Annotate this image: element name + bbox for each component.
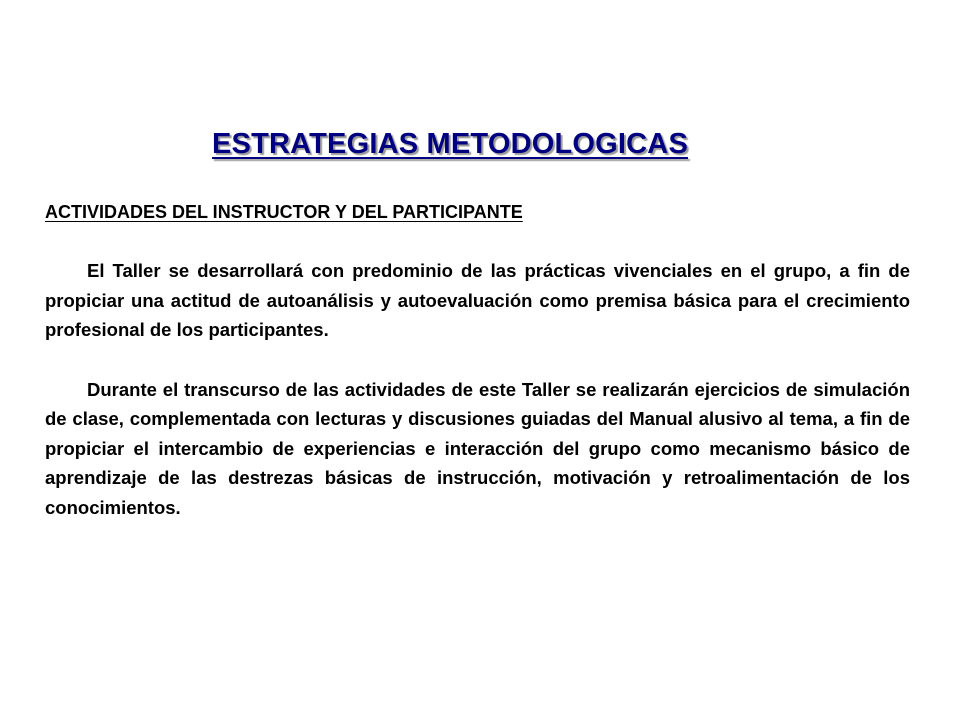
paragraph-1: El Taller se desarrollará con predominio de las prácticas vivenciales en el grupo, a fin de propiciar una actitud de autoanálisis y autoevaluación como premisa básica para el crecimiento profesional de los participantes. (45, 260, 910, 340)
body-text (45, 256, 910, 522)
slide-title: ESTRATEGIAS METODOLOGICAS (211, 128, 688, 160)
paragraph-2: Durante el transcurso de las actividades de este Taller se realizarán ejercicios de simulación de clase, complementada con lecturas y discusiones guiadas del Manual alusivo al tema, a fin de propiciar el intercambio de experiencias e interacción del grupo como mecanismo básico de aprendizaje de las destrezas básicas de instrucción, motivación y retroalimentación de los conocimientos. (45, 378, 910, 518)
section-heading: ACTIVIDADES DEL INSTRUCTOR Y DEL PARTICIPANTE (45, 202, 523, 222)
